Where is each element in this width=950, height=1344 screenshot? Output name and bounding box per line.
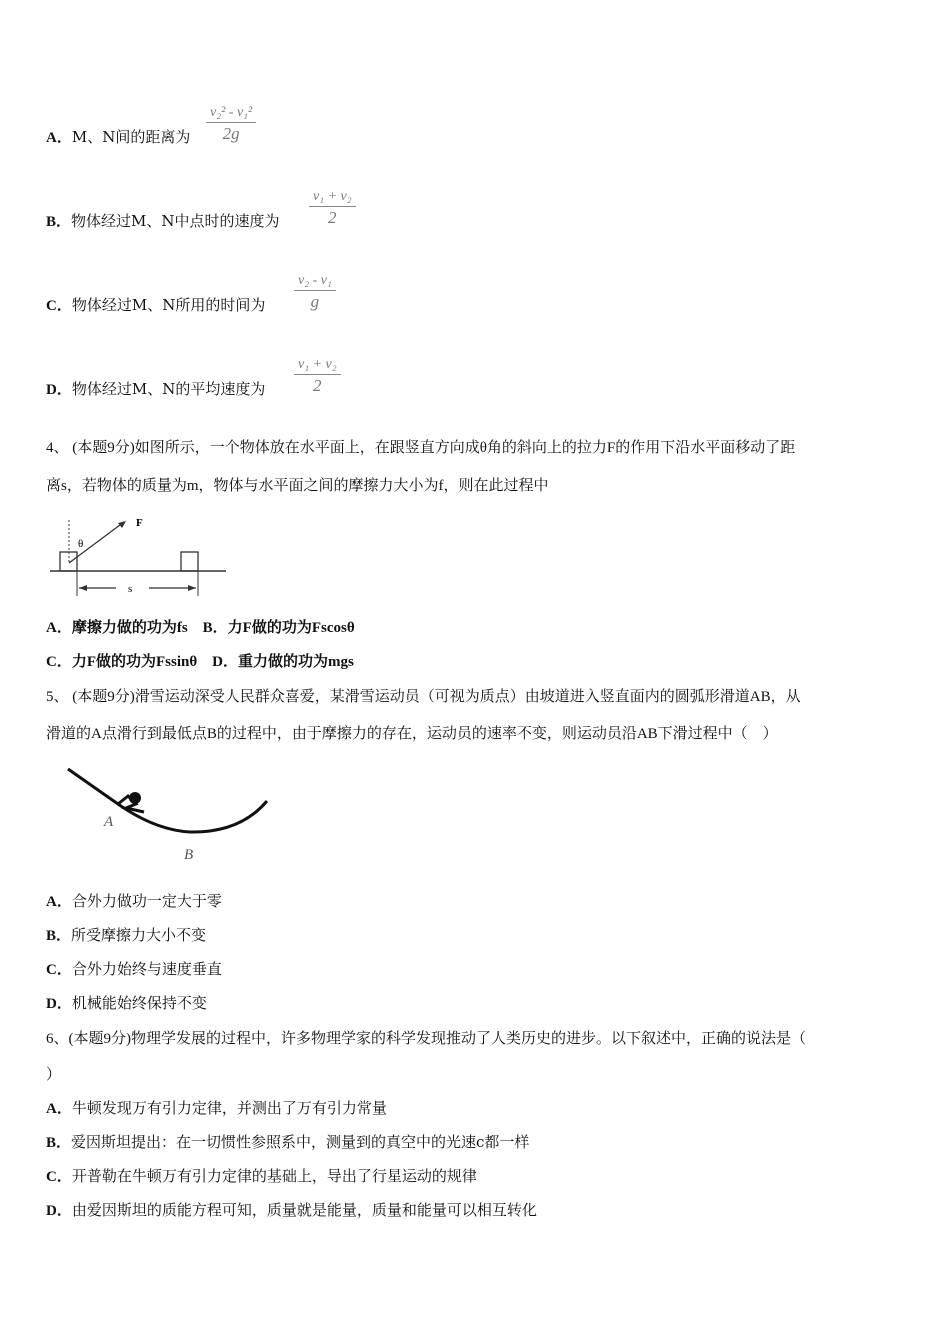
option-text: 爱因斯坦提出：在一切惯性参照系中，测量到的真空中的光速c都一样	[71, 1133, 530, 1151]
q6-stem-line1: 6、(本题9分)物理学发展的过程中，许多物理学家的科学发现推动了人类历史的进步。以下叙述中，正确的说法是（	[46, 1031, 806, 1047]
q5-option-b	[46, 925, 206, 946]
option-letter: D．	[46, 996, 72, 1012]
q6-option-c	[46, 1166, 477, 1187]
formula-midpoint-speed	[309, 188, 356, 229]
option-text: 开普勒在牛顿万有引力定律的基础上，导出了行星运动的规律	[71, 1167, 477, 1185]
distance-label: s	[128, 583, 133, 595]
option-text: 物体经过M、N中点时的速度为	[71, 212, 280, 230]
option-text: 由爱因斯坦的质能方程可知，质量就是能量，质量和能量可以相互转化	[71, 1201, 537, 1219]
option-text: M、N间的距离为	[71, 128, 191, 146]
option-letter: D．	[46, 382, 72, 398]
q4-stem-line2: 离s，若物体的质量为m，物体与水平面之间的摩擦力大小为f，则在此过程中	[46, 478, 549, 494]
option-text: 合外力做功一定大于零	[71, 892, 222, 910]
option-text: 合外力始终与速度垂直	[71, 960, 222, 978]
q3-option-c	[46, 295, 265, 316]
option-letter: C．	[46, 298, 72, 314]
q6-option-a	[46, 1098, 387, 1119]
formula-numerator: v₂ - v₁	[294, 272, 336, 291]
point-b-label: B	[184, 847, 194, 863]
option-text: 物体经过M、N所用的时间为	[71, 296, 266, 314]
option-letter: A．	[46, 894, 72, 910]
option-text: 机械能始终保持不变	[71, 994, 207, 1012]
option-letter: D．	[46, 1203, 72, 1219]
option-letter: B．	[46, 1135, 72, 1151]
q5-ski-track-diagram	[60, 760, 280, 870]
q3-option-a	[46, 127, 190, 148]
option-letter: B．	[46, 928, 72, 944]
q6-option-b	[46, 1132, 529, 1153]
q5-stem-line1: 5、 (本题9分)滑雪运动深受人民群众喜爱，某滑雪运动员（可视为质点）由坡道进入竖直面内的圆弧形滑道AB，从	[46, 689, 801, 705]
q5-option-a	[46, 891, 222, 912]
formula-denominator: 2	[313, 376, 322, 395]
formula-time	[294, 272, 336, 313]
q5-option-d	[46, 993, 207, 1014]
q4-force-diagram	[46, 508, 236, 603]
force-label: F	[136, 517, 143, 529]
formula-numerator: v₁ + v₂	[309, 188, 356, 207]
option-letter: B．	[46, 214, 72, 230]
option-text: 物体经过M、N的平均速度为	[71, 380, 266, 398]
option-letter: A．	[46, 130, 72, 146]
formula-denominator: 2	[328, 208, 337, 227]
q3-option-d	[46, 379, 265, 400]
option-letter: C．	[46, 962, 72, 978]
option-text: 牛顿发现万有引力定律，并测出了万有引力常量	[71, 1099, 387, 1117]
formula-average-speed	[294, 356, 341, 397]
option-text: 所受摩擦力大小不变	[71, 926, 207, 944]
q5-option-c	[46, 959, 222, 980]
formula-numerator: v₂² - v₁²	[206, 104, 256, 123]
q6-stem-line2: ）	[46, 1067, 62, 1083]
q4-options-line2: C．力F做的功为Fssinθ D．重力做的功为mgs	[46, 654, 354, 670]
point-a-label: A	[104, 814, 114, 830]
formula-numerator: v₁ + v₂	[294, 356, 341, 375]
angle-label: θ	[78, 538, 84, 550]
q3-option-b	[46, 211, 280, 232]
option-letter: A．	[46, 1101, 72, 1117]
q4-stem-line1: 4、 (本题9分)如图所示，一个物体放在水平面上，在跟竖直方向成θ角的斜向上的拉力F的作用下沿水平面移动了距	[46, 440, 796, 456]
formula-denominator: g	[310, 292, 320, 311]
q5-stem-line2: 滑道的A点滑行到最低点B的过程中，由于摩擦力的存在，运动员的速率不变，则运动员沿AB下滑过程中（ ）	[46, 726, 778, 742]
formula-distance	[206, 104, 256, 145]
q6-option-d	[46, 1200, 537, 1221]
option-letter: C．	[46, 1169, 72, 1185]
formula-denominator: 2g	[222, 124, 240, 143]
q4-options-line1: A．摩擦力做的功为fs B．力F做的功为Fscosθ	[46, 620, 355, 636]
